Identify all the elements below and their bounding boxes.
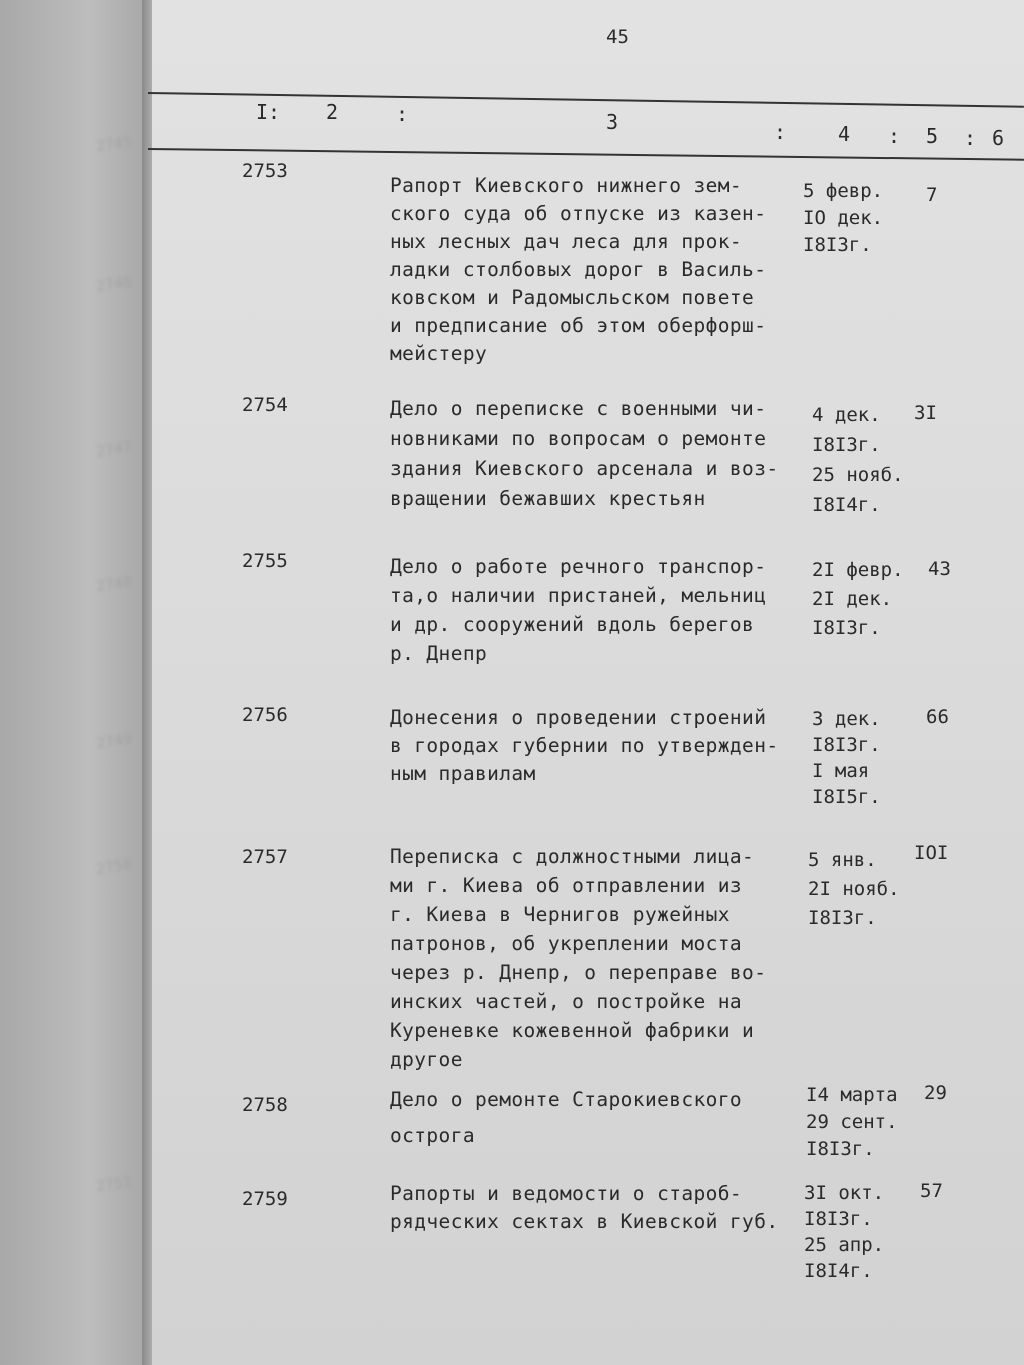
record-number: 2755 [242,550,288,572]
record-sheet-count: 57 [920,1180,943,1202]
header-separator: : [396,102,409,126]
record-number: 2759 [242,1188,288,1210]
record-sheet-count: 3I [914,402,937,424]
record-sheet-count: 7 [926,184,938,206]
header-col-1: I: [256,100,281,124]
record-number: 2757 [242,846,288,868]
record-dates: 5 февр. IO дек. I8I3г. [803,180,884,256]
header-separator: : [888,124,901,148]
facing-page-number: 2749 [94,729,134,753]
record-number: 2756 [242,704,288,726]
header-separator: : [964,126,977,150]
record-dates: 2I февр. 2I дек. I8I3г. [812,559,904,639]
record-number: 2753 [242,160,288,182]
record-title: Донесения о проведении строений в городах губернии по утвержден- ным правилам [390,706,779,785]
record-title: Дело о работе речного транспор- та,о наличии пристаней, мельниц и др. сооружений вдоль берегов р. Днепр [390,555,767,665]
header-col-2: 2 [326,100,339,124]
record-title: Дело о ремонте Старокиевского острога [390,1088,743,1147]
facing-page-number: 2746 [94,272,134,296]
record-dates: I4 марта 29 сент. I8I3г. [806,1084,898,1160]
record-dates: 5 янв. 2I нояб. I8I3г. [808,849,900,929]
record-number: 2758 [242,1094,288,1116]
page-number: 45 [606,26,629,48]
header-col-6: 6 [992,126,1005,150]
record-title: Дело о переписке с военными чи- новниками по вопросам о ремонте здания Киевского арсенала и воз- вращении бежавших крестьян [390,397,779,510]
header-col-4: 4 [838,122,851,146]
record-sheet-count: IOI [914,842,949,864]
facing-page-number: 2748 [94,572,134,596]
record-dates: 4 дек. I8I3г. 25 нояб. I8I4г. [812,404,904,516]
facing-page-number: 2747 [94,437,134,461]
record-dates: 3I окт. I8I3г. 25 апр. I8I4г. [804,1182,885,1282]
record-title: Переписка с должностными лица- ми г. Киева об отправлении из г. Киева в Чернигов ружейных патронов, об укреплении моста через р. Днепр, о переправе во- инских частей, о постройке на Куреневке кожевенной фабрики и другое [390,845,767,1071]
record-sheet-count: 43 [928,558,951,580]
record-number: 2754 [242,394,288,416]
record-title: Рапорт Киевского нижнего зем- ского суда об отпуске из казен- ных лесных дач леса для прок- ладки столбовых дорог в Василь- ковском и Радомысльском повете и предписание об этом оберфорш- мейстеру [390,174,767,365]
record-title: Рапорты и ведомости о староб- рядческих сектах в Киевской губ. [390,1182,779,1233]
header-separator: : [774,120,787,144]
facing-page-number: 2745 [94,132,134,156]
record-sheet-count: 29 [924,1082,947,1104]
facing-page-number: 2751 [94,1172,134,1196]
header-col-3: 3 [606,110,619,134]
facing-page-number: 2750 [94,855,134,879]
facing-page [0,0,150,1365]
record-dates: 3 дек. I8I3г. I мая I8I5г. [812,708,881,808]
header-col-5: 5 [926,124,939,148]
record-sheet-count: 66 [926,706,949,728]
